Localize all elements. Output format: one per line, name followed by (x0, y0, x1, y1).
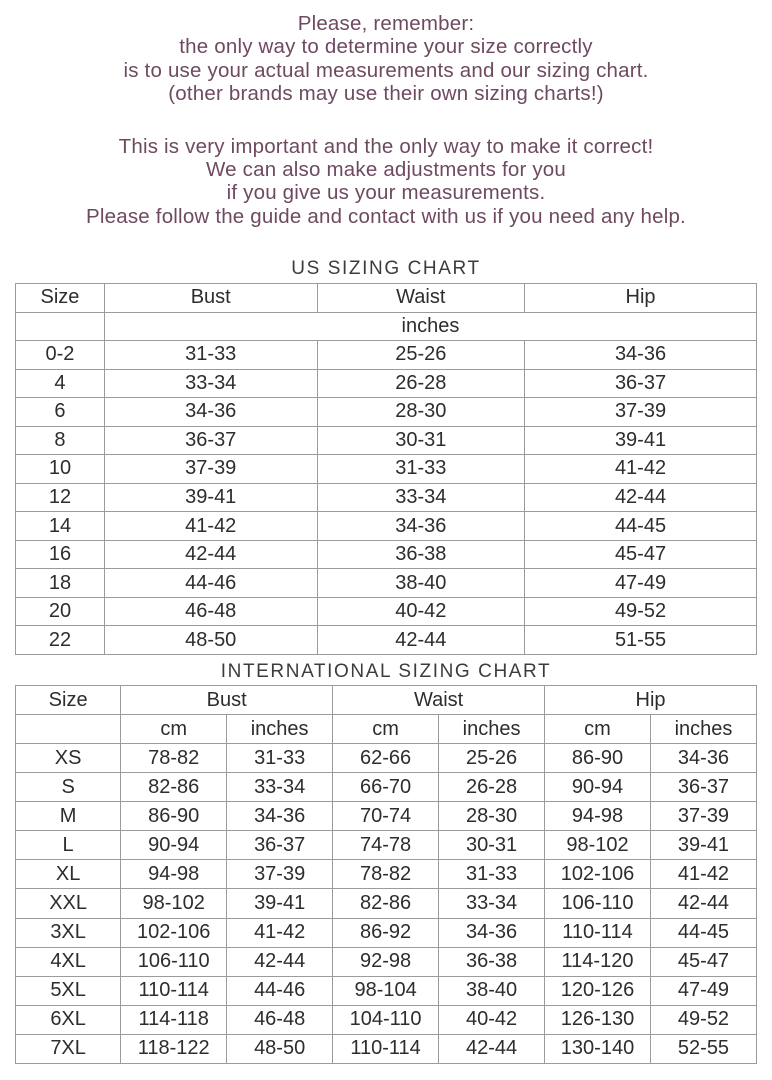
table-row (16, 455, 757, 484)
bust-cm-cell: 118-122 (121, 1034, 227, 1063)
intro-line: the only way to determine your size correctly (179, 35, 593, 59)
bust-cell: 42-44 (104, 540, 317, 569)
waist-cm-cell: 62-66 (333, 744, 439, 773)
bust-inches-cell: 42-44 (227, 947, 333, 976)
bust-cell: 37-39 (104, 455, 317, 484)
bust-inches-cell: 36-37 (227, 831, 333, 860)
intl-column-header-size: Size (16, 686, 121, 715)
hip-cm-cell: 94-98 (545, 802, 651, 831)
hip-cm-cell: 130-140 (545, 1034, 651, 1063)
table-row (16, 831, 757, 860)
bust-inches-cell: 41-42 (227, 918, 333, 947)
table-row (16, 512, 757, 541)
waist-cell: 28-30 (317, 398, 524, 427)
size-cell: S (16, 773, 121, 802)
bust-inches-cell: 31-33 (227, 744, 333, 773)
bust-cm-cell: 82-86 (121, 773, 227, 802)
us-column-header-hip: Hip (525, 284, 757, 313)
size-cell: 4XL (16, 947, 121, 976)
bust-cell: 44-46 (104, 569, 317, 598)
bust-cm-cell: 114-118 (121, 1005, 227, 1034)
table-row (16, 483, 757, 512)
hip-cell: 36-37 (525, 369, 757, 398)
table-row (16, 773, 757, 802)
hip-cell: 51-55 (525, 626, 757, 655)
size-cell: XXL (16, 889, 121, 918)
intro-line: Please, remember: (297, 12, 475, 35)
size-cell: 6 (16, 398, 105, 427)
size-cell: 8 (16, 426, 105, 455)
waist-inches-cell: 31-33 (439, 860, 545, 889)
waist-cm-cell: 104-110 (333, 1005, 439, 1034)
hip-inches-cell: 45-47 (650, 947, 756, 976)
hip-cm-cell: 114-120 (545, 947, 651, 976)
intl-unit-row (16, 715, 757, 744)
bust-cm-cell: 102-106 (121, 918, 227, 947)
bust-cm-cell: 78-82 (121, 744, 227, 773)
waist-inches-cell: 26-28 (439, 773, 545, 802)
bust-cm-cell: 90-94 (121, 831, 227, 860)
empty-cell (16, 312, 105, 341)
table-row (16, 626, 757, 655)
size-cell: 10 (16, 455, 105, 484)
waist-inches-cell: 30-31 (439, 831, 545, 860)
intro-line: (other brands may use their own sizing charts!) (168, 82, 604, 106)
waist-cm-cell: 66-70 (333, 773, 439, 802)
bust-inches-cell: 44-46 (227, 976, 333, 1005)
size-cell: 14 (16, 512, 105, 541)
waist-inches-cell: 33-34 (439, 889, 545, 918)
waist-inches-cell: 40-42 (439, 1005, 545, 1034)
us-unit-cell: inches (104, 312, 756, 341)
hip-inches-cell: 44-45 (650, 918, 756, 947)
waist-cell: 36-38 (317, 540, 524, 569)
bust-cm-cell: 94-98 (121, 860, 227, 889)
bust-cm-cell: 98-102 (121, 889, 227, 918)
size-cell: 16 (16, 540, 105, 569)
bust-cm-cell: 110-114 (121, 976, 227, 1005)
us-column-header-bust: Bust (104, 284, 317, 313)
waist-cell: 33-34 (317, 483, 524, 512)
international-sizing-table (15, 685, 757, 1064)
size-cell: 7XL (16, 1034, 121, 1063)
bust-cell: 41-42 (104, 512, 317, 541)
table-row (16, 889, 757, 918)
unit-cell-waist-inches: inches (439, 715, 545, 744)
bust-cell: 34-36 (104, 398, 317, 427)
us-unit-row (16, 312, 757, 341)
size-cell: 6XL (16, 1005, 121, 1034)
table-row (16, 918, 757, 947)
bust-inches-cell: 48-50 (227, 1034, 333, 1063)
bust-inches-cell: 33-34 (227, 773, 333, 802)
table-row (16, 1034, 757, 1063)
waist-cell: 31-33 (317, 455, 524, 484)
bust-inches-cell: 46-48 (227, 1005, 333, 1034)
waist-cm-cell: 82-86 (333, 889, 439, 918)
intro-line: This is very important and the only way to make it correct! (118, 134, 654, 158)
hip-inches-cell: 49-52 (650, 1005, 756, 1034)
us-column-header-waist: Waist (317, 284, 524, 313)
waist-cm-cell: 78-82 (333, 860, 439, 889)
hip-cm-cell: 120-126 (545, 976, 651, 1005)
unit-cell-hip-inches: inches (650, 715, 756, 744)
intro-line: Please follow the guide and contact with us if you need any help. (86, 204, 686, 228)
unit-cell-waist-cm: cm (333, 715, 439, 744)
intl-header-row (16, 686, 757, 715)
hip-cm-cell: 98-102 (545, 831, 651, 860)
size-cell: 5XL (16, 976, 121, 1005)
table-row (16, 426, 757, 455)
us-sizing-table (15, 283, 757, 655)
waist-cell: 42-44 (317, 626, 524, 655)
size-cell: XS (16, 744, 121, 773)
bust-inches-cell: 39-41 (227, 889, 333, 918)
unit-cell-hip-cm: cm (545, 715, 651, 744)
table-row (16, 369, 757, 398)
hip-cell: 44-45 (525, 512, 757, 541)
table-row (16, 540, 757, 569)
hip-cm-cell: 90-94 (545, 773, 651, 802)
hip-inches-cell: 36-37 (650, 773, 756, 802)
intro-paragraph-1 (0, 12, 772, 106)
intro-line: is to use your actual measurements and our sizing chart. (123, 58, 649, 82)
table-row (16, 597, 757, 626)
waist-cell: 25-26 (317, 341, 524, 370)
hip-cell: 34-36 (525, 341, 757, 370)
us-column-header-size: Size (16, 284, 105, 313)
hip-cm-cell: 102-106 (545, 860, 651, 889)
table-row (16, 802, 757, 831)
bust-cell: 33-34 (104, 369, 317, 398)
table-row (16, 398, 757, 427)
waist-cm-cell: 70-74 (333, 802, 439, 831)
bust-cm-cell: 86-90 (121, 802, 227, 831)
hip-cell: 45-47 (525, 540, 757, 569)
hip-inches-cell: 37-39 (650, 802, 756, 831)
intl-column-header-hip: Hip (545, 686, 757, 715)
waist-inches-cell: 38-40 (439, 976, 545, 1005)
size-cell: 20 (16, 597, 105, 626)
international-chart-title: INTERNATIONAL SIZING CHART (220, 661, 552, 682)
waist-cell: 38-40 (317, 569, 524, 598)
bust-cell: 46-48 (104, 597, 317, 626)
waist-cell: 40-42 (317, 597, 524, 626)
waist-cell: 26-28 (317, 369, 524, 398)
waist-cell: 34-36 (317, 512, 524, 541)
hip-cell: 47-49 (525, 569, 757, 598)
size-cell: M (16, 802, 121, 831)
table-row (16, 341, 757, 370)
intl-column-header-waist: Waist (333, 686, 545, 715)
hip-inches-cell: 42-44 (650, 889, 756, 918)
waist-cm-cell: 110-114 (333, 1034, 439, 1063)
intro-line: We can also make adjustments for you (205, 158, 567, 182)
waist-cm-cell: 74-78 (333, 831, 439, 860)
intro-line: if you give us your measurements. (226, 181, 546, 205)
bust-cell: 36-37 (104, 426, 317, 455)
hip-cm-cell: 110-114 (545, 918, 651, 947)
bust-cell: 39-41 (104, 483, 317, 512)
waist-cm-cell: 92-98 (333, 947, 439, 976)
bust-cell: 48-50 (104, 626, 317, 655)
hip-inches-cell: 39-41 (650, 831, 756, 860)
intro-text-block (0, 12, 772, 257)
table-row (16, 569, 757, 598)
waist-cm-cell: 98-104 (333, 976, 439, 1005)
size-cell: XL (16, 860, 121, 889)
waist-cell: 30-31 (317, 426, 524, 455)
size-cell: 0-2 (16, 341, 105, 370)
size-cell: 22 (16, 626, 105, 655)
hip-cell: 39-41 (525, 426, 757, 455)
size-cell: 3XL (16, 918, 121, 947)
intro-paragraph-2 (0, 135, 772, 229)
hip-inches-cell: 47-49 (650, 976, 756, 1005)
table-row (16, 860, 757, 889)
hip-inches-cell: 34-36 (650, 744, 756, 773)
bust-inches-cell: 34-36 (227, 802, 333, 831)
hip-inches-cell: 41-42 (650, 860, 756, 889)
intl-column-header-bust: Bust (121, 686, 333, 715)
table-row (16, 947, 757, 976)
hip-cell: 37-39 (525, 398, 757, 427)
bust-inches-cell: 37-39 (227, 860, 333, 889)
bust-cm-cell: 106-110 (121, 947, 227, 976)
table-row (16, 976, 757, 1005)
waist-inches-cell: 28-30 (439, 802, 545, 831)
waist-inches-cell: 36-38 (439, 947, 545, 976)
size-cell: 18 (16, 569, 105, 598)
hip-cell: 42-44 (525, 483, 757, 512)
us-header-row (16, 284, 757, 313)
hip-cell: 41-42 (525, 455, 757, 484)
hip-cm-cell: 86-90 (545, 744, 651, 773)
waist-inches-cell: 42-44 (439, 1034, 545, 1063)
unit-cell-bust-cm: cm (121, 715, 227, 744)
us-chart-title: US SIZING CHART (291, 258, 481, 279)
waist-cm-cell: 86-92 (333, 918, 439, 947)
hip-cm-cell: 126-130 (545, 1005, 651, 1034)
waist-inches-cell: 34-36 (439, 918, 545, 947)
size-cell: 4 (16, 369, 105, 398)
hip-cm-cell: 106-110 (545, 889, 651, 918)
bust-cell: 31-33 (104, 341, 317, 370)
table-row (16, 744, 757, 773)
hip-inches-cell: 52-55 (650, 1034, 756, 1063)
hip-cell: 49-52 (525, 597, 757, 626)
size-cell: L (16, 831, 121, 860)
unit-cell-bust-inches: inches (227, 715, 333, 744)
size-cell: 12 (16, 483, 105, 512)
table-row (16, 1005, 757, 1034)
empty-cell (16, 715, 121, 744)
waist-inches-cell: 25-26 (439, 744, 545, 773)
